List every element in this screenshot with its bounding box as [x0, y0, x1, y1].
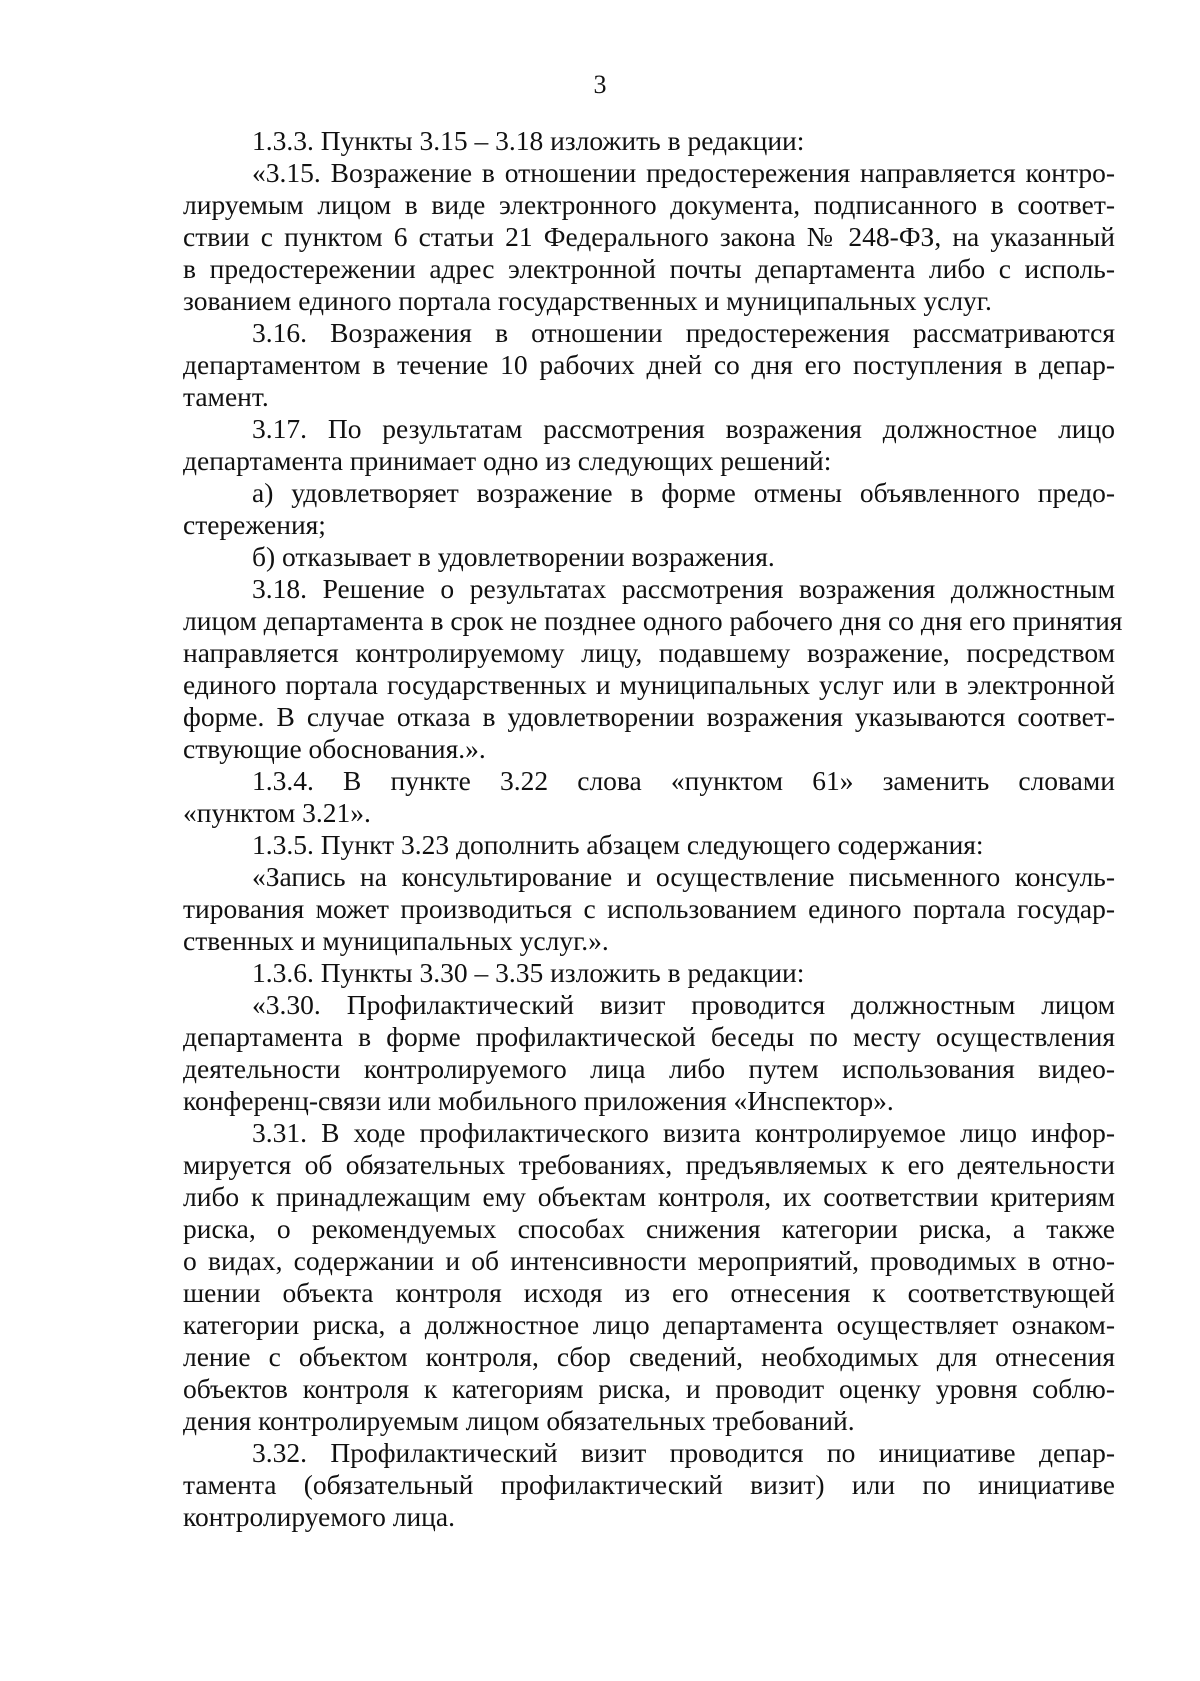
text-line: 1.3.3. Пункты 3.15 – 3.18 изложить в редакции: [252, 125, 805, 156]
text-line: 1.3.6. Пункты 3.30 – 3.35 изложить в редакции: [252, 957, 805, 988]
text-line: «пунктом 3.21». [183, 797, 371, 828]
text-line: объектов контроля к категориям риска, и проводит оценку уровня соблю- [183, 1373, 1115, 1404]
text-line: тирования может производиться с использованием единого портала государ- [183, 893, 1115, 924]
paragraph [183, 157, 1115, 317]
text-line: тамента (обязательный профилактический визит) или по инициативе [183, 1469, 1115, 1500]
text-line: форме. В случае отказа в удовлетворении возражения указываются соответ- [183, 701, 1115, 732]
text-line: о видах, содержании и об интенсивности мероприятий, проводимых в отно- [183, 1245, 1115, 1276]
paragraph [183, 125, 1115, 157]
text-line: ствующие обоснования.». [183, 733, 486, 764]
paragraph [183, 1117, 1115, 1437]
text-line: категории риска, а должностное лицо департамента осуществляет ознаком- [183, 1309, 1115, 1340]
text-line: «3.30. Профилактический визит проводится должностным лицом [252, 989, 1115, 1020]
text-line: департамента в форме профилактической беседы по месту осуществления [183, 1021, 1115, 1052]
paragraph [183, 477, 1115, 541]
text-line: стережения; [183, 509, 326, 540]
text-line: а) удовлетворяет возражение в форме отмены объявленного предо- [252, 477, 1115, 508]
paragraph [183, 1437, 1115, 1533]
text-line: единого портала государственных и муниципальных услуг или в электронной [183, 669, 1115, 700]
paragraph [183, 861, 1115, 957]
paragraph [183, 829, 1115, 861]
paragraph [183, 573, 1123, 765]
text-line: департамента принимает одно из следующих решений: [183, 445, 832, 476]
text-line: лицом департамента в срок не позднее одного рабочего дня со дня его принятия [183, 605, 1123, 636]
text-line: мируется об обязательных требованиях, предъявляемых к его деятельности [183, 1149, 1115, 1180]
text-line: шении объекта контроля исходя из его отнесения к соответствующей [183, 1277, 1115, 1308]
text-line: риска, о рекомендуемых способах снижения категории риска, а также [183, 1213, 1115, 1244]
text-line: 3.32. Профилактический визит проводится по инициативе депар- [252, 1437, 1115, 1468]
text-line: в предостережении адрес электронной почты департамента либо с исполь- [183, 253, 1115, 284]
text-line: б) отказывает в удовлетворении возражения. [252, 541, 775, 572]
text-line: ление с объектом контроля, сбор сведений, необходимых для отнесения [183, 1341, 1115, 1372]
text-line: лируемым лицом в виде электронного документа, подписанного в соответ- [183, 189, 1115, 220]
text-line: «3.15. Возражение в отношении предостережения направляется контро- [252, 157, 1115, 188]
text-line: либо к принадлежащим ему объектам контроля, их соответствии критериям [183, 1181, 1115, 1212]
paragraph [183, 765, 1115, 829]
text-line: 3.17. По результатам рассмотрения возражения должностное лицо [252, 413, 1115, 444]
text-line: ственных и муниципальных услуг.». [183, 925, 609, 956]
text-line: 1.3.4. В пункте 3.22 слова «пунктом 61» заменить словами [252, 765, 1115, 796]
paragraph [183, 541, 1115, 573]
text-line: дения контролируемым лицом обязательных требований. [183, 1405, 855, 1436]
text-line: 1.3.5. Пункт 3.23 дополнить абзацем следующего содержания: [252, 829, 984, 860]
paragraph [183, 317, 1115, 413]
text-line: ствии с пунктом 6 статьи 21 Федерального закона № 248-ФЗ, на указанный [183, 221, 1115, 252]
text-line: департаментом в течение 10 рабочих дней со дня его поступления в депар- [183, 349, 1115, 380]
text-line: зованием единого портала государственных и муниципальных услуг. [183, 285, 992, 316]
text-line: 3.18. Решение о результатах рассмотрения возражения должностным [252, 573, 1115, 604]
page-number: 3 [593, 70, 607, 99]
paragraph [183, 957, 1115, 989]
text-line: конференц-связи или мобильного приложения «Инспектор». [183, 1085, 894, 1116]
text-line: тамент. [183, 381, 269, 412]
text-line: 3.16. Возражения в отношении предостережения рассматриваются [252, 317, 1115, 348]
document-body [183, 125, 1123, 1533]
paragraph [183, 413, 1115, 477]
text-line: «Запись на консультирование и осуществление письменного консуль- [252, 861, 1115, 892]
text-line: контролируемого лица. [183, 1501, 455, 1532]
text-line: 3.31. В ходе профилактического визита контролируемое лицо инфор- [252, 1117, 1115, 1148]
text-line: направляется контролируемому лицу, подавшему возражение, посредством [183, 637, 1115, 668]
paragraph [183, 989, 1115, 1117]
text-line: деятельности контролируемого лица либо путем использования видео- [183, 1053, 1115, 1084]
